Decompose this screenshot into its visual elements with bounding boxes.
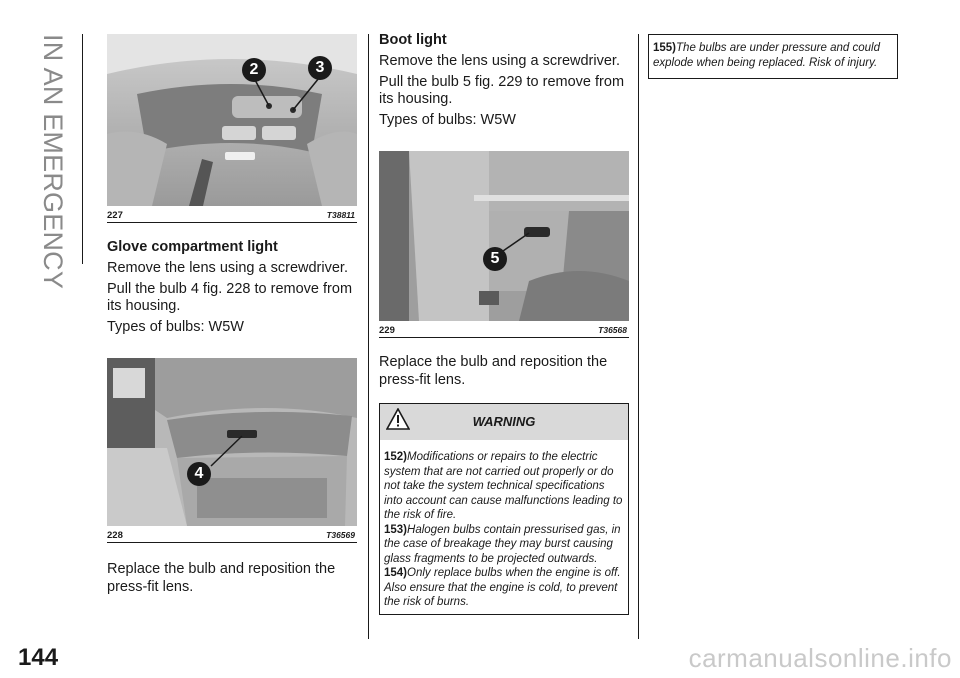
boot-heading: Boot light <box>379 32 447 48</box>
boot-bulb-type: Types of bulbs: W5W <box>379 111 516 128</box>
warning-body <box>380 440 628 614</box>
warning-text: Modifications or repairs to the electric system that are not carried out properly or do not take the system technical specifications into account can cause malfunctions leading to the risk of fire. <box>384 451 623 521</box>
column-1 <box>107 34 357 596</box>
warning-item <box>384 523 624 567</box>
warning-item <box>384 566 624 610</box>
boot-step-3: Replace the bulb and reposition the press-fit lens. <box>379 354 608 388</box>
warning-header <box>380 404 628 440</box>
boot-step-1: Remove the lens using a screwdriver. <box>379 53 620 69</box>
column-divider <box>638 34 639 639</box>
figure-code: T38811 <box>326 210 355 220</box>
warning-text: Only replace bulbs when the engine is off. Also ensure that the engine is cold, to prevent the risk of burns. <box>384 567 621 608</box>
figure-229 <box>379 151 629 338</box>
glove-compartment-photo <box>107 358 357 526</box>
callout-4: 4 <box>187 462 211 486</box>
note-ref: 155) <box>653 42 677 54</box>
callout-5: 5 <box>483 247 507 271</box>
warning-box <box>379 403 629 615</box>
glove-heading: Glove compartment light <box>107 239 278 255</box>
warning-text: Halogen bulbs contain pressurised gas, in the case of breakage they may burst causing glass fragments to be projected outwards. <box>384 523 621 565</box>
callout-3: 3 <box>308 56 332 80</box>
figure-227 <box>107 34 357 223</box>
warning-ref: 153) <box>384 523 408 536</box>
warning-triangle-icon <box>386 408 410 430</box>
page-number: 144 <box>18 644 59 671</box>
section-title-text: IN AN EMERGENCY <box>38 34 68 290</box>
figure-number: 227 <box>107 210 123 221</box>
boot-step-2: Pull the bulb 5 fig. 229 to remove from its housing. <box>379 73 625 107</box>
figure-number: 229 <box>379 325 395 336</box>
note-text: The bulbs are under pressure and could explode when being replaced. Risk of injury. <box>653 42 880 69</box>
watermark: carmanualsonline.info <box>688 643 952 673</box>
section-title-rule <box>82 34 83 264</box>
warning-item <box>384 450 624 523</box>
glove-step-3: Replace the bulb and reposition the press-fit lens. <box>107 561 336 595</box>
note-box <box>648 34 898 79</box>
figure-caption <box>107 206 357 223</box>
boot-light-photo <box>379 151 629 321</box>
glove-step-2: Pull the bulb 4 fig. 228 to remove from its housing. <box>107 280 353 314</box>
figure-caption <box>379 321 629 338</box>
warning-ref: 152) <box>384 451 408 463</box>
section-title <box>22 34 68 290</box>
glove-step-1: Remove the lens using a screwdriver. <box>107 260 348 276</box>
column-2 <box>379 34 629 615</box>
glove-bulb-type: Types of bulbs: W5W <box>107 318 244 335</box>
figure-code: T36568 <box>598 325 627 335</box>
column-3 <box>648 34 898 79</box>
callout-2: 2 <box>242 58 266 82</box>
warning-ref: 154) <box>384 567 408 579</box>
warning-title: WARNING <box>472 414 536 429</box>
figure-caption <box>107 526 357 543</box>
column-divider <box>368 34 369 639</box>
figure-code: T36569 <box>326 530 355 540</box>
figure-number: 228 <box>107 530 123 541</box>
figure-228 <box>107 358 357 543</box>
